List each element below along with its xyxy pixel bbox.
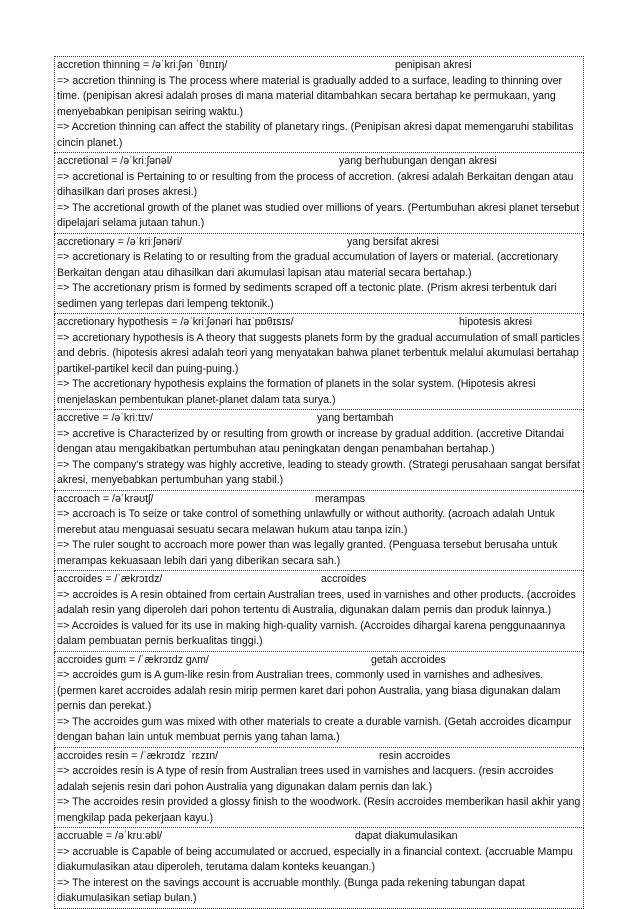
definition: => accretional is Pertaining to or resulting from the process of accretion. (akresi adalah Berkaitan dengan atau dihasilkan dari proses akresi.): [57, 170, 574, 198]
entry-header: [57, 749, 581, 765]
example: => The accroides resin provided a glossy finish to the woodwork. (Resin accroides memberikan hasil akhir yang mengkilap pada pekerjaan kayu.): [57, 796, 581, 824]
definition: => accroach is To seize or take control of something unlawfully or without authority. (acroach adalah Untuk merebut atau menguasai sesuatu secara melawan hukum atau tanpa izin.): [57, 508, 555, 536]
example: => The interest on the savings account is accruable monthly. (Bunga pada rekening tabungan dapat diakumulasikan setiap bulan.): [57, 876, 525, 904]
headword: accroides gum = /ˈækrɔɪdz ɡʌm/: [57, 653, 209, 666]
example: => Accretion thinning can affect the stability of planetary rings. (Penipisan akresi dapat memengaruhi stabilitas cincin planet.): [57, 121, 574, 149]
definition: => accretion thinning is The process where material is gradually added to a surface, leading to thinning over time. (penipisan akresi adalah proses di mana material ditambahkan secara bertahap ke permukaan, yang menyebabkan penipisan seiring waktu.): [57, 74, 563, 118]
headword: accretive = /əˈkriːtɪv/: [57, 412, 153, 424]
entry-header: [57, 492, 581, 508]
headword: accretionary hypothesis = /əˈkriːʃənəri haɪˈpɒθɪsɪs/: [57, 316, 294, 328]
example: => Accroides is valued for its use in making high-quality varnish. (Accroides dihargai karena penggunaannya dalam pembuatan pernis berkualitas tinggi.): [57, 619, 566, 647]
translation: resin accroides: [379, 749, 451, 762]
entry-accruable: [54, 828, 584, 909]
translation: yang berhubungan dengan akresi: [339, 155, 497, 167]
translation: hipotesis akresi: [459, 316, 533, 328]
entry-header: [57, 235, 581, 251]
translation: accroides: [321, 573, 367, 585]
entry-accroach: [54, 491, 584, 572]
translation: yang bertambah: [317, 412, 394, 424]
definition: => accretionary is Relating to or resulting from the gradual accumulation of layers or material. (accretionary Berkaitan dengan atau dihasilkan dari akumulasi lapisan atau material secara bertahap.): [57, 251, 559, 279]
definition: => accroides resin is A type of resin from Australian trees used in varnishes and lacquers. (resin accroides adalah sejenis resin dari pohon Australia yang digunakan dalam pernis dan lak.): [57, 765, 554, 793]
entry-accroides-resin: [54, 748, 584, 829]
entry-header: [57, 315, 581, 331]
example: => The accretionary prism is formed by sediments scraped off a tectonic plate. (Prism akresi terbentuk dari sedimen yang terlepas dari lempeng tektonik.): [57, 282, 557, 310]
definition: => accroides gum is A gum-like resin from Australian trees, commonly used in varnishes and adhesives. (permen karet accroides adalah resin mirip permen karet dari pohon Australia, yang biasa digunakan dalam pernis dan perekat.): [57, 669, 561, 712]
headword: accroach = /əˈkrəʊtʃ/: [57, 492, 154, 505]
definition: => accruable is Capable of being accumulated or accrued, especially in a financial context. (accruable Mampu diakumulasikan atau diperoleh, terutama dalam konteks keuangan.): [57, 845, 573, 873]
example: => The accretional growth of the planet was studied over millions of years. (Pertumbuhan akresi planet tersebut dipelajari selama jutaan tahun.): [57, 201, 580, 229]
entry-accroides-gum: [54, 652, 584, 748]
entry-accretionary-hypothesis: [54, 314, 584, 410]
entry-header: [57, 154, 581, 170]
headword: accroides resin = /ˈækrɔɪdz ˈrɛzɪn/: [57, 749, 219, 762]
entry-header: [57, 411, 581, 427]
entry-header: [57, 653, 581, 669]
headword: accretion thinning = /əˈkriːʃən ˈθɪnɪŋ/: [57, 59, 228, 71]
headword: accretional = /əˈkriːʃənəl/: [57, 155, 173, 167]
entry-header: [57, 829, 581, 845]
example: => The accretionary hypothesis explains the formation of planets in the solar system. (Hipotesis akresi menjelaskan pembentukan planet-planet dalam tata surya.): [57, 378, 536, 406]
entry-accretional: [54, 153, 584, 234]
headword: accruable = /əˈkruːəbl/: [57, 830, 163, 842]
example: => The accroides gum was mixed with other materials to create a durable varnish. (Getah accroides dicampur dengan bahan lain untuk membuat pernis yang tahan lama.): [57, 715, 572, 743]
example: => The company's strategy was highly accretive, leading to steady growth. (Strategi perusahaan sangat bersifat akresi, menyebabkan pertumbuhan yang stabil.): [57, 458, 580, 486]
definition: => accretive is Characterized by or resulting from growth or increase by gradual addition. (accretive Ditandai dengan atau mengakibatkan pertumbuhan atau peningkatan dengan penambahan bertahap.): [57, 427, 564, 455]
entry-accretionary: [54, 234, 584, 315]
example: => The ruler sought to accroach more power than was legally granted. (Penguasa tersebut berusaha untuk merampas kekuasaan lebih dari yang diberikan secara sah.): [57, 539, 558, 567]
definition: => accretionary hypothesis is A theory that suggests planets form by the gradual accumulation of small particles and debris. (hipotesis akresi adalah teori yang menyatakan bahwa planet terbentuk melalui akumulasi bertahap partikel-partikel kecil dan puing-puing.): [57, 331, 580, 375]
translation: penipisan akresi: [395, 59, 472, 71]
dictionary-page: [54, 56, 584, 909]
entry-header: [57, 572, 581, 588]
translation: merampas: [315, 492, 366, 505]
entry-accroides: [54, 571, 584, 652]
headword: accretionary = /əˈkriːʃənəri/: [57, 235, 183, 248]
translation: dapat diakumulasikan: [355, 830, 458, 842]
headword: accroides = /ˈækrɔɪdz/: [57, 573, 163, 585]
definition: => accroides is A resin obtained from certain Australian trees, used in varnishes and other products. (accroides adalah resin yang diperoleh dari pohon tertentu di Australia, digunakan dalam pernis dan produk lainnya.): [57, 588, 576, 616]
entry-header: [57, 58, 581, 74]
entry-accretive: [54, 410, 584, 491]
translation: getah accroides: [371, 653, 446, 666]
translation: yang bersifat akresi: [347, 235, 439, 248]
entry-accretion-thinning: [54, 56, 584, 153]
